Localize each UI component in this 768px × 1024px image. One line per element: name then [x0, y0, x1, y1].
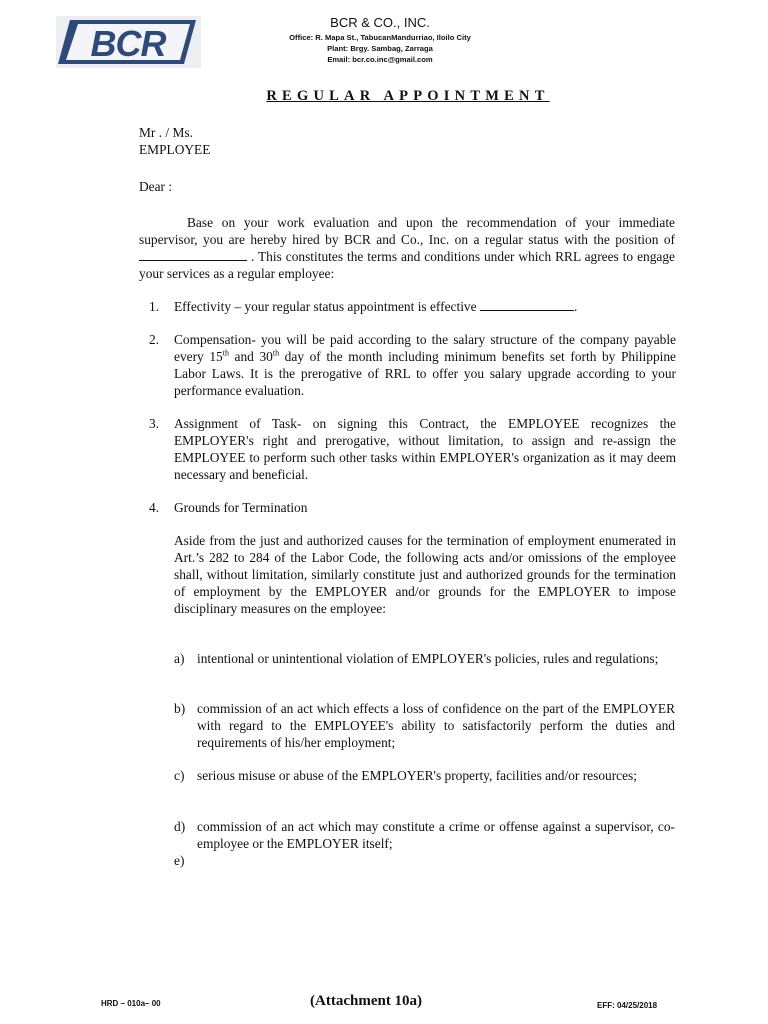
bcr-logo-graphic: [56, 16, 201, 68]
item-1-text: Effectivity – your regular status appointment is effective: [174, 299, 477, 314]
item-2-text-3: day of the month including minimum benefits set forth by Philippine Labor Laws. It is the prerogative of RRL to offer you salary upgrade according to your performance evaluation.: [174, 349, 676, 398]
item-3-number: 3.: [149, 416, 160, 431]
company-logo: [56, 16, 201, 68]
office-address: Office: R. Mapa St., TabucanMandurriao, Iloilo City: [289, 33, 471, 42]
termination-paragraph: Aside from the just and authorized causes for the termination of employment enumerated in Art.’s 282 to 284 of the Labor Code, the following acts and/or omissions of the employee shall, without limitation, similarly constitute just and authorized grounds for the termination of employment by the EMPLOYER and/or grounds for the EMPLOYER to impose disciplinary measures on the employee:: [174, 533, 676, 616]
item-2-sup-1: th: [222, 348, 229, 358]
item-1-effectivity: [174, 298, 676, 315]
sub-item-d-text: commission of an act which may constitute a crime or offense against a supervisor, co-employee or the EMPLOYER itself;: [197, 819, 675, 851]
sub-item-d-letter: d): [174, 819, 186, 834]
intro-paragraph: [139, 214, 675, 282]
item-4-heading: Grounds for Termination: [174, 500, 308, 515]
item-2-number: 2.: [149, 332, 160, 347]
greeting: Dear :: [139, 179, 173, 194]
sub-item-e-letter: e): [174, 853, 185, 868]
sub-item-b-text: commission of an act which effects a loss of confidence on the part of the EMPLOYER with regard to the EMPLOYEE's ability to satisfactorily perform the duties and requirements of his/her employment;: [197, 701, 675, 750]
sub-item-b-letter: b): [174, 701, 186, 716]
sub-item-c-text: serious misuse or abuse of the EMPLOYER's property, facilities and/or resources;: [197, 768, 637, 783]
recipient-name: EMPLOYEE: [139, 142, 211, 157]
document-title: REGULAR APPOINTMENT: [266, 88, 550, 104]
sub-item-c-letter: c): [174, 768, 185, 783]
plant-address: Plant: Brgy. Sambag, Zarraga: [327, 44, 433, 53]
item-2-text-2: and 30: [228, 349, 273, 364]
item-2-compensation: [174, 331, 676, 399]
intro-text-2: . This constitutes the terms and conditions under which RRL agrees to engage your services as a regular employee:: [139, 249, 675, 281]
intro-text-1: Base on your work evaluation and upon the recommendation of your immediate supervisor, you are hereby hired by BCR and Co., Inc. on a regular status with the position of: [139, 215, 675, 247]
logo-text: BCR: [90, 23, 166, 64]
sub-item-a-text: intentional or unintentional violation of EMPLOYER's policies, rules and regulations;: [197, 651, 659, 666]
item-2-text-1: Compensation- you will be paid according to the salary structure of the company payable every 15: [174, 332, 676, 364]
footer-form-code: HRD – 010a– 00: [101, 999, 161, 1008]
position-blank: [139, 248, 247, 261]
footer-effective-date: EFF: 04/25/2018: [597, 1001, 658, 1010]
recipient-title: Mr . / Ms.: [139, 125, 193, 140]
item-3-assignment: Assignment of Task- on signing this Contract, the EMPLOYEE recognizes the EMPLOYER's right and prerogative, without limitation, to assign and re-assign the EMPLOYEE to perform such other tasks within EMPLOYER's organization as it may deem necessary and beneficial.: [174, 416, 676, 482]
company-email: Email: bcr.co.inc@gmail.com: [327, 55, 433, 64]
sub-item-a-letter: a): [174, 651, 185, 666]
item-4-number: 4.: [149, 500, 160, 515]
item-1-number: 1.: [149, 299, 160, 314]
item-1-end: .: [573, 299, 578, 314]
footer-attachment-label: (Attachment 10a): [310, 993, 423, 1009]
company-name: BCR & CO., INC.: [330, 15, 430, 30]
effectivity-date-blank: [480, 298, 574, 311]
item-2-sup-2: th: [272, 348, 280, 358]
